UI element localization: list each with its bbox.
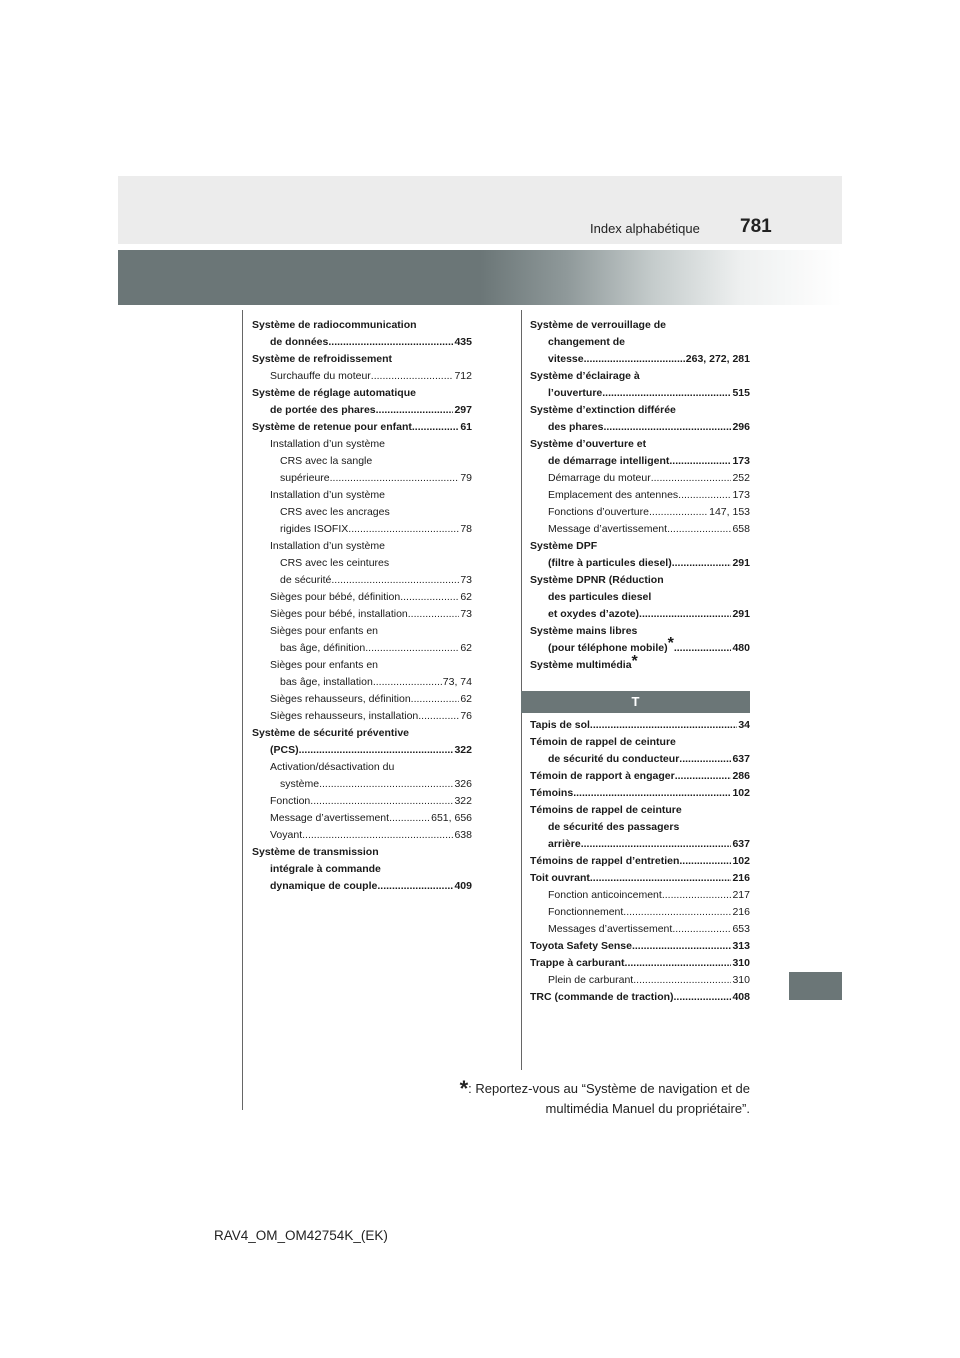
index-entry xyxy=(530,623,750,640)
index-entry-label: Sièges pour enfants en xyxy=(270,659,378,671)
index-entry-label: Fonction anticoincement xyxy=(548,889,662,901)
index-entry-page: 291 xyxy=(732,608,750,620)
index-entry-label: Sièges pour bébé, installation xyxy=(270,608,408,620)
index-entry-label: (filtre à particules diesel) xyxy=(548,557,672,569)
index-entry xyxy=(252,623,472,640)
index-entry-page: 61 xyxy=(460,421,472,433)
index-entry-page: 712 xyxy=(454,370,472,382)
index-entry-label: Système de transmission xyxy=(252,846,379,858)
leader-dots xyxy=(590,717,737,734)
index-entry-label: Sièges pour bébé, définition xyxy=(270,591,401,603)
leader-dots xyxy=(674,640,732,657)
leader-dots xyxy=(623,904,731,921)
index-entry xyxy=(252,470,472,487)
index-entry-page: 76 xyxy=(460,710,472,722)
index-entry xyxy=(252,436,472,453)
index-entry xyxy=(530,904,750,921)
index-entry xyxy=(530,751,750,768)
leader-dots xyxy=(649,504,708,521)
index-entry-label: des particules diesel xyxy=(548,591,652,603)
index-entry xyxy=(530,453,750,470)
index-entry-label: bas âge, définition xyxy=(280,642,366,654)
index-entry-page: 409 xyxy=(454,880,472,892)
index-entry-page: 322 xyxy=(454,744,472,756)
index-entry-label: changement de xyxy=(548,336,626,348)
index-entry-label: de sécurité des passagers xyxy=(548,821,680,833)
index-entry-page: 102 xyxy=(732,787,750,799)
leader-dots xyxy=(299,742,454,759)
index-entry xyxy=(530,436,750,453)
leader-dots xyxy=(302,827,453,844)
index-entry-label: Emplacement des antennes xyxy=(548,489,679,501)
index-entry-page: 252 xyxy=(732,472,750,484)
leader-dots xyxy=(376,402,454,419)
index-entry xyxy=(530,538,750,555)
index-entry-label: TRC (commande de traction) xyxy=(530,991,674,1003)
index-entry-label: de démarrage intelligent xyxy=(548,455,670,467)
index-entry xyxy=(530,606,750,623)
leader-dots xyxy=(675,768,732,785)
index-entry xyxy=(252,810,472,827)
leader-dots xyxy=(365,640,459,657)
index-entry xyxy=(252,742,472,759)
index-entry xyxy=(252,487,472,504)
index-column-right-top xyxy=(530,317,750,674)
leader-dots xyxy=(602,385,731,402)
index-entry-page: 326 xyxy=(454,778,472,790)
footnote-star: * xyxy=(459,1076,469,1101)
leader-dots xyxy=(328,334,453,351)
index-entry-page: 216 xyxy=(732,872,750,884)
index-entry-page: 62 xyxy=(460,591,472,603)
leader-dots xyxy=(411,691,460,708)
index-entry xyxy=(530,972,750,989)
index-entry xyxy=(530,572,750,589)
index-entry-label: Plein de carburant xyxy=(548,974,634,986)
index-entry-page: 651, 656 xyxy=(431,812,472,824)
index-entry xyxy=(530,887,750,904)
leader-dots xyxy=(584,351,685,368)
leader-dots xyxy=(625,955,732,972)
index-entry-page: 102 xyxy=(732,855,750,867)
index-entry-page: 515 xyxy=(732,387,750,399)
index-entry-label: bas âge, installation xyxy=(280,676,373,688)
index-entry xyxy=(530,589,750,606)
index-entry xyxy=(252,368,472,385)
document-code: RAV4_OM_OM42754K_(EK) xyxy=(214,1228,388,1243)
leader-dots xyxy=(674,989,732,1006)
index-entry-label: Voyant xyxy=(270,829,303,841)
leader-dots xyxy=(330,470,460,487)
index-entry-label: Fonctionnement xyxy=(548,906,624,918)
index-entry-label: Système DPNR (Réduction xyxy=(530,574,664,586)
leader-dots xyxy=(412,419,459,436)
index-entry-label: Système de sécurité préventive xyxy=(252,727,409,739)
index-entry xyxy=(252,402,472,419)
index-entry-page: 79 xyxy=(460,472,472,484)
index-entry-label: rigides ISOFIX xyxy=(280,523,349,535)
index-entry xyxy=(252,589,472,606)
leader-dots xyxy=(672,921,731,938)
index-entry xyxy=(252,793,472,810)
index-entry xyxy=(252,640,472,657)
index-entry-label: de sécurité du conducteur xyxy=(548,753,680,765)
index-entry xyxy=(530,334,750,351)
index-entry-label: de portée des phares xyxy=(270,404,376,416)
index-entry-label: Trappe à carburant xyxy=(530,957,625,969)
index-entry xyxy=(530,768,750,785)
leader-dots xyxy=(310,793,453,810)
leader-dots xyxy=(679,853,731,870)
index-entry-label: Système multimédia xyxy=(530,659,632,671)
index-column-left xyxy=(252,317,472,895)
index-entry-label: Tapis de sol xyxy=(530,719,590,731)
index-entry-page: 291 xyxy=(732,557,750,569)
footnote-line-1: : Reportez-vous au “Système de navigation et de xyxy=(468,1081,750,1096)
index-entry-label: Message d’avertissement xyxy=(548,523,668,535)
index-entry-page: 653 xyxy=(732,923,750,935)
index-entry xyxy=(530,402,750,419)
leader-dots xyxy=(662,887,732,904)
index-entry-label: Système d’extinction différée xyxy=(530,404,676,416)
leader-dots xyxy=(667,521,731,538)
index-entry xyxy=(530,317,750,334)
leader-dots xyxy=(581,836,732,853)
index-entry-label: Témoin de rapport à engager xyxy=(530,770,675,782)
index-entry xyxy=(252,317,472,334)
header-band xyxy=(118,176,842,244)
index-entry-page: 480 xyxy=(732,642,750,654)
section-letter-band: T xyxy=(521,691,750,713)
index-entry-label: CRS avec les ancrages xyxy=(280,506,390,518)
index-entry xyxy=(252,674,472,691)
leader-dots xyxy=(408,606,460,623)
index-entry-label: Activation/désactivation du xyxy=(270,761,395,773)
leader-dots xyxy=(672,555,732,572)
index-entry xyxy=(530,785,750,802)
index-entry-label: Système de radiocommunication xyxy=(252,319,417,331)
index-entry-label: (pour téléphone mobile) xyxy=(548,642,668,654)
index-entry-label: Système d’éclairage à xyxy=(530,370,640,382)
index-entry-label: de données xyxy=(270,336,329,348)
leader-dots xyxy=(678,487,731,504)
index-entry-label: système xyxy=(280,778,320,790)
index-entry-label: Message d’avertissement xyxy=(270,812,390,824)
index-entry-label: Système de retenue pour enfant xyxy=(252,421,412,433)
index-entry xyxy=(530,717,750,734)
leader-dots xyxy=(651,470,732,487)
index-entry xyxy=(530,653,750,674)
leader-dots xyxy=(377,878,453,895)
index-entry-label: Système de verrouillage de xyxy=(530,319,666,331)
index-entry-label: Toyota Safety Sense xyxy=(530,940,632,952)
leader-dots xyxy=(603,419,731,436)
index-entry xyxy=(252,351,472,368)
index-entry-page: 658 xyxy=(732,523,750,535)
footnote xyxy=(440,1076,750,1119)
index-entry xyxy=(252,419,472,436)
index-entry-page: 173 xyxy=(732,489,750,501)
page-number: 781 xyxy=(740,216,772,237)
index-entry-label: vitesse xyxy=(548,353,584,365)
index-entry-page: 637 xyxy=(732,753,750,765)
index-entry-label: arrière xyxy=(548,838,581,850)
index-entry xyxy=(530,470,750,487)
index-entry-label: Témoins de rappel de ceinture xyxy=(530,804,682,816)
index-entry-label: de sécurité xyxy=(280,574,332,586)
index-entry-label: Système de refroidissement xyxy=(252,353,393,365)
index-entry-page: 263, 272, 281 xyxy=(685,353,750,365)
leader-dots xyxy=(679,751,731,768)
index-entry-label: des phares xyxy=(548,421,604,433)
chapter-side-tab xyxy=(789,972,842,1000)
index-entry-label: Surchauffe du moteur xyxy=(270,370,371,382)
section-title: Index alphabétique xyxy=(590,221,700,236)
index-entry xyxy=(252,606,472,623)
index-entry-page: 322 xyxy=(454,795,472,807)
index-entry-label: Démarrage du moteur xyxy=(548,472,651,484)
index-entry xyxy=(252,844,472,861)
index-entry xyxy=(252,521,472,538)
index-entry-label: Sièges rehausseurs, définition xyxy=(270,693,411,705)
index-entry-page: 637 xyxy=(732,838,750,850)
index-entry-page: 296 xyxy=(732,421,750,433)
index-entry-label: intégrale à commande xyxy=(270,863,381,875)
index-entry-page: 313 xyxy=(732,940,750,952)
index-entry xyxy=(252,385,472,402)
index-entry xyxy=(252,776,472,793)
index-entry xyxy=(530,802,750,819)
index-entry-label: Système mains libres xyxy=(530,625,638,637)
index-entry-label: Sièges pour enfants en xyxy=(270,625,378,637)
index-entry-label: supérieure xyxy=(280,472,330,484)
index-entry xyxy=(252,334,472,351)
footnote-star: * xyxy=(667,635,674,652)
left-divider xyxy=(242,310,243,1110)
index-entry-label: Fonctions d’ouverture xyxy=(548,506,649,518)
footnote-star: * xyxy=(631,653,638,670)
index-entry-label: dynamique de couple xyxy=(270,880,378,892)
index-entry xyxy=(530,555,750,572)
index-entry xyxy=(530,368,750,385)
index-entry xyxy=(530,836,750,853)
footnote-line-2: multimédia Manuel du propriétaire”. xyxy=(545,1101,750,1116)
index-entry xyxy=(252,538,472,555)
index-entry-label: Toit ouvrant xyxy=(530,872,590,884)
index-entry xyxy=(530,351,750,368)
leader-dots xyxy=(590,870,732,887)
index-entry xyxy=(252,572,472,589)
index-entry-page: 78 xyxy=(460,523,472,535)
index-entry-page: 297 xyxy=(454,404,472,416)
index-entry-label: Installation d’un système xyxy=(270,438,385,450)
index-column-right-bottom xyxy=(530,717,750,1006)
index-entry xyxy=(252,708,472,725)
index-entry-label: Témoin de rappel de ceinture xyxy=(530,736,676,748)
index-entry-label: Messages d’avertissement xyxy=(548,923,673,935)
leader-dots xyxy=(373,674,442,691)
index-entry xyxy=(530,635,750,657)
index-entry xyxy=(252,861,472,878)
index-entry xyxy=(530,504,750,521)
leader-dots xyxy=(669,453,731,470)
index-entry xyxy=(530,989,750,1006)
index-entry xyxy=(530,819,750,836)
index-entry-page: 408 xyxy=(732,991,750,1003)
index-entry-label: Système de réglage automatique xyxy=(252,387,416,399)
index-entry xyxy=(252,827,472,844)
index-entry xyxy=(252,759,472,776)
leader-dots xyxy=(639,606,731,623)
index-entry-page: 62 xyxy=(460,693,472,705)
index-entry-page: 62 xyxy=(460,642,472,654)
leader-dots xyxy=(632,938,732,955)
index-entry-label: Système DPF xyxy=(530,540,598,552)
index-entry xyxy=(530,385,750,402)
leader-dots xyxy=(418,708,459,725)
center-divider xyxy=(521,310,522,1070)
index-entry xyxy=(530,734,750,751)
index-entry-page: 34 xyxy=(738,719,750,731)
index-entry xyxy=(252,504,472,521)
index-entry-label: Sièges rehausseurs, installation xyxy=(270,710,419,722)
index-entry xyxy=(252,657,472,674)
index-entry xyxy=(530,419,750,436)
leader-dots xyxy=(389,810,430,827)
index-entry xyxy=(252,691,472,708)
index-entry xyxy=(252,725,472,742)
leader-dots xyxy=(331,572,459,589)
index-entry xyxy=(530,487,750,504)
index-entry-page: 73 xyxy=(460,574,472,586)
index-entry-page: 435 xyxy=(454,336,472,348)
index-entry xyxy=(252,453,472,470)
index-entry-label: Témoins xyxy=(530,787,574,799)
leader-dots xyxy=(348,521,459,538)
index-entry xyxy=(530,938,750,955)
index-entry-label: Système d’ouverture et xyxy=(530,438,647,450)
index-entry xyxy=(530,870,750,887)
index-entry-label: Témoins de rappel d’entretien xyxy=(530,855,680,867)
leader-dots xyxy=(573,785,731,802)
index-entry-label: (PCS) xyxy=(270,744,299,756)
index-entry-label: et oxydes d’azote) xyxy=(548,608,640,620)
index-entry-page: 217 xyxy=(732,889,750,901)
leader-dots xyxy=(371,368,454,385)
index-entry-page: 286 xyxy=(732,770,750,782)
index-entry xyxy=(530,955,750,972)
index-entry-label: CRS avec les ceintures xyxy=(280,557,390,569)
index-entry-page: 216 xyxy=(732,906,750,918)
index-entry-page: 147, 153 xyxy=(709,506,750,518)
index-entry-page: 73 xyxy=(460,608,472,620)
index-entry-label: Installation d’un système xyxy=(270,540,385,552)
index-entry-label: CRS avec la sangle xyxy=(280,455,373,467)
leader-dots xyxy=(319,776,453,793)
leader-dots xyxy=(400,589,459,606)
index-entry-page: 638 xyxy=(454,829,472,841)
index-entry-label: l’ouverture xyxy=(548,387,603,399)
index-entry-page: 310 xyxy=(732,957,750,969)
index-entry xyxy=(252,555,472,572)
index-entry-page: 73, 74 xyxy=(442,676,472,688)
index-entry xyxy=(252,878,472,895)
index-entry-label: Fonction xyxy=(270,795,311,807)
leader-dots xyxy=(633,972,731,989)
index-entry-page: 310 xyxy=(732,974,750,986)
index-entry xyxy=(530,521,750,538)
index-entry-page: 173 xyxy=(732,455,750,467)
index-entry-label: Installation d’un système xyxy=(270,489,385,501)
index-entry xyxy=(530,853,750,870)
index-entry xyxy=(530,921,750,938)
header-gradient-bar xyxy=(118,250,842,305)
